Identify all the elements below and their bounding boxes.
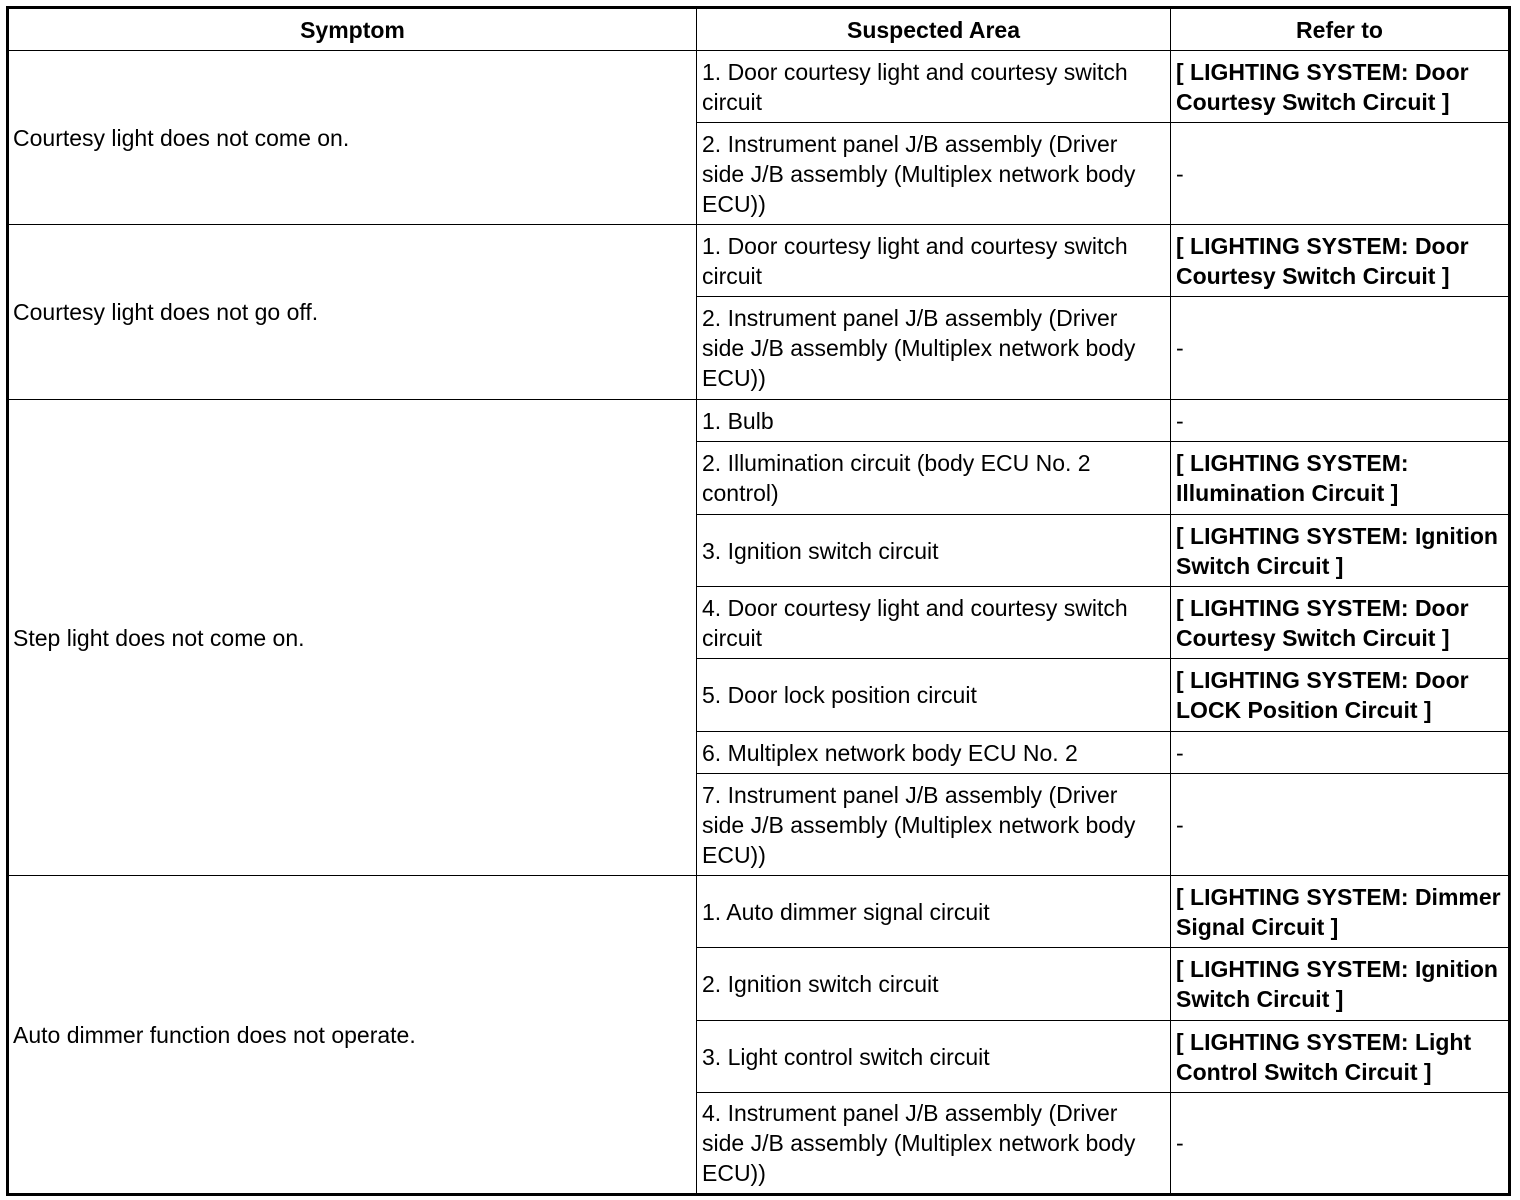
refer-to-cell: - [1171,123,1510,225]
header-row [8,8,1510,51]
refer-to-link[interactable]: [ LIGHTING SYSTEM: Dimmer Signal Circuit ] [1171,876,1510,948]
suspected-area-cell: 5. Door lock position circuit [697,659,1171,732]
symptom-cell: Courtesy light does not come on. [8,51,697,225]
refer-to-link[interactable]: [ LIGHTING SYSTEM: Door Courtesy Switch Circuit ] [1171,225,1510,297]
refer-to-link[interactable]: [ LIGHTING SYSTEM: Ignition Switch Circuit ] [1171,515,1510,587]
refer-to-cell: - [1171,400,1510,442]
suspected-area-cell: 6. Multiplex network body ECU No. 2 [697,732,1171,774]
suspected-area-cell: 2. Instrument panel J/B assembly (Driver side J/B assembly (Multiplex network body ECU)) [697,297,1171,400]
suspected-area-cell: 1. Auto dimmer signal circuit [697,876,1171,948]
table-body [8,51,1510,1195]
header-symptom: Symptom [8,8,697,51]
refer-to-link[interactable]: [ LIGHTING SYSTEM: Ignition Switch Circuit ] [1171,948,1510,1021]
refer-to-link[interactable]: [ LIGHTING SYSTEM: Illumination Circuit ] [1171,442,1510,515]
refer-to-cell: - [1171,774,1510,876]
suspected-area-cell: 4. Instrument panel J/B assembly (Driver side J/B assembly (Multiplex network body ECU)) [697,1093,1171,1195]
symptom-cell: Courtesy light does not go off. [8,225,697,400]
refer-to-link[interactable]: [ LIGHTING SYSTEM: Door LOCK Position Circuit ] [1171,659,1510,732]
suspected-area-cell: 7. Instrument panel J/B assembly (Driver side J/B assembly (Multiplex network body ECU)) [697,774,1171,876]
suspected-area-cell: 1. Bulb [697,400,1171,442]
refer-to-cell: - [1171,1093,1510,1195]
table-row [8,876,1510,948]
suspected-area-cell: 2. Illumination circuit (body ECU No. 2 control) [697,442,1171,515]
suspected-area-cell: 4. Door courtesy light and courtesy switch circuit [697,587,1171,659]
refer-to-link[interactable]: [ LIGHTING SYSTEM: Light Control Switch Circuit ] [1171,1021,1510,1093]
table-row [8,51,1510,123]
suspected-area-cell: 1. Door courtesy light and courtesy switch circuit [697,225,1171,297]
suspected-area-cell: 3. Light control switch circuit [697,1021,1171,1093]
refer-to-link[interactable]: [ LIGHTING SYSTEM: Door Courtesy Switch Circuit ] [1171,587,1510,659]
symptom-cell: Auto dimmer function does not operate. [8,876,697,1195]
suspected-area-cell: 3. Ignition switch circuit [697,515,1171,587]
suspected-area-cell: 2. Ignition switch circuit [697,948,1171,1021]
refer-to-cell: - [1171,732,1510,774]
symptom-cell: Step light does not come on. [8,400,697,876]
header-suspected-area: Suspected Area [697,8,1171,51]
troubleshooting-table [6,6,1511,1196]
suspected-area-cell: 2. Instrument panel J/B assembly (Driver side J/B assembly (Multiplex network body ECU)) [697,123,1171,225]
refer-to-cell: - [1171,297,1510,400]
table-row [8,225,1510,297]
refer-to-link[interactable]: [ LIGHTING SYSTEM: Door Courtesy Switch Circuit ] [1171,51,1510,123]
table-row [8,400,1510,442]
suspected-area-cell: 1. Door courtesy light and courtesy switch circuit [697,51,1171,123]
header-refer-to: Refer to [1171,8,1510,51]
